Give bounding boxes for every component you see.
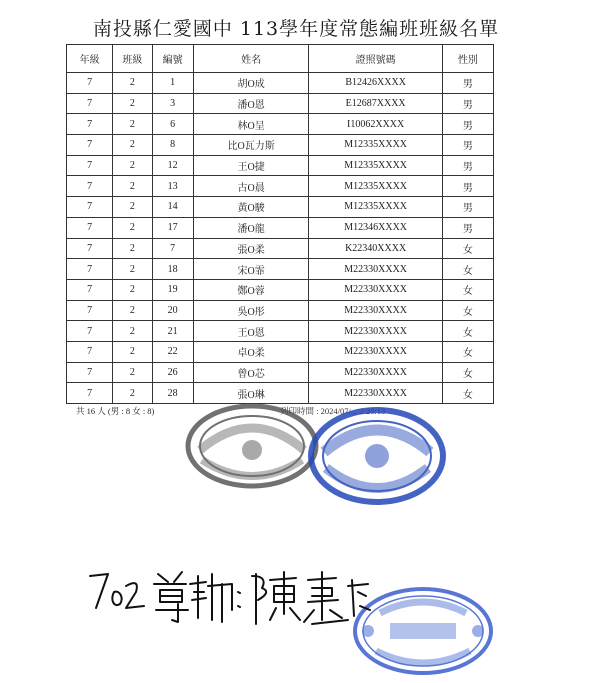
col-grade-header: 年級	[67, 45, 113, 73]
name-cell: 古O晨	[193, 176, 309, 197]
id-number-cell: M12346XXXX	[309, 217, 442, 238]
id-number-cell: M22330XXXX	[309, 259, 442, 280]
id-number-cell: M22330XXXX	[309, 383, 442, 404]
name-cell: 胡O成	[193, 73, 309, 94]
class-cell: 2	[113, 114, 152, 135]
class-cell: 2	[113, 341, 152, 362]
grade-cell: 7	[67, 197, 113, 218]
number-cell: 14	[152, 197, 193, 218]
grade-cell: 7	[67, 300, 113, 321]
id-number-cell: M22330XXXX	[309, 300, 442, 321]
grade-cell: 7	[67, 383, 113, 404]
number-cell: 20	[152, 300, 193, 321]
document-title: 南投縣仁愛國中 113學年度常態編班班級名單	[92, 18, 500, 40]
grade-cell: 7	[67, 362, 113, 383]
number-cell: 26	[152, 362, 193, 383]
id-number-cell: E12687XXXX	[309, 93, 442, 114]
class-roster-table	[66, 44, 494, 404]
gender-cell: 女	[442, 300, 493, 321]
table-row	[67, 114, 494, 135]
grade-cell: 7	[67, 321, 113, 342]
table-row	[67, 341, 494, 362]
gender-cell: 男	[442, 73, 493, 94]
number-cell: 13	[152, 176, 193, 197]
col-name-header: 姓名	[193, 45, 309, 73]
grade-cell: 7	[67, 176, 113, 197]
class-cell: 2	[113, 73, 152, 94]
id-number-cell: M12335XXXX	[309, 135, 442, 156]
table-row	[67, 238, 494, 259]
grade-cell: 7	[67, 135, 113, 156]
number-cell: 1	[152, 73, 193, 94]
grade-cell: 7	[67, 238, 113, 259]
table-header	[67, 45, 494, 73]
name-cell: 比O瓦力斯	[193, 135, 309, 156]
col-number-header: 編號	[152, 45, 193, 73]
gender-cell: 女	[442, 321, 493, 342]
gender-cell: 女	[442, 259, 493, 280]
id-number-cell: K22340XXXX	[309, 238, 442, 259]
gender-cell: 男	[442, 114, 493, 135]
gender-cell: 女	[442, 341, 493, 362]
number-cell: 8	[152, 135, 193, 156]
grade-cell: 7	[67, 155, 113, 176]
id-number-cell: M22330XXXX	[309, 321, 442, 342]
class-cell: 2	[113, 155, 152, 176]
name-cell: 潘O龍	[193, 217, 309, 238]
grade-cell: 7	[67, 114, 113, 135]
id-number-cell: M12335XXXX	[309, 155, 442, 176]
gender-cell: 男	[442, 197, 493, 218]
col-id-header: 證照號碼	[309, 45, 442, 73]
name-cell: 曾O芯	[193, 362, 309, 383]
print-timestamp: 列印時間 : 2024/07/... 2:20:13	[280, 406, 386, 416]
grade-cell: 7	[67, 341, 113, 362]
name-cell: 宋O霏	[193, 259, 309, 280]
number-cell: 21	[152, 321, 193, 342]
name-cell: 鄭O蓉	[193, 279, 309, 300]
table-body	[67, 73, 494, 404]
gender-cell: 男	[442, 176, 493, 197]
name-cell: 王O恩	[193, 321, 309, 342]
name-cell: 吳O彤	[193, 300, 309, 321]
table-row	[67, 279, 494, 300]
class-cell: 2	[113, 279, 152, 300]
class-cell: 2	[113, 300, 152, 321]
name-cell: 張O柔	[193, 238, 309, 259]
grade-cell: 7	[67, 279, 113, 300]
id-number-cell: I10062XXXX	[309, 114, 442, 135]
class-cell: 2	[113, 383, 152, 404]
gender-cell: 女	[442, 362, 493, 383]
class-cell: 2	[113, 93, 152, 114]
student-count-summary: 共 16 人 (男 : 8 女 : 8)	[76, 406, 155, 416]
id-number-cell: M12335XXXX	[309, 176, 442, 197]
name-cell: 卓O柔	[193, 341, 309, 362]
gender-cell: 男	[442, 135, 493, 156]
committee-stamp-blue	[306, 404, 448, 508]
grade-cell: 7	[67, 73, 113, 94]
name-cell: 黃O駿	[193, 197, 309, 218]
class-cell: 2	[113, 321, 152, 342]
name-cell: 王O捷	[193, 155, 309, 176]
number-cell: 7	[152, 238, 193, 259]
class-cell: 2	[113, 238, 152, 259]
teacher-handwritten-signature	[86, 562, 371, 628]
class-cell: 2	[113, 259, 152, 280]
gender-cell: 女	[442, 238, 493, 259]
table-row	[67, 135, 494, 156]
id-number-cell: M12335XXXX	[309, 197, 442, 218]
gender-cell: 男	[442, 155, 493, 176]
committee-stamp-gray	[182, 400, 322, 492]
gender-cell: 男	[442, 93, 493, 114]
id-number-cell: M22330XXXX	[309, 341, 442, 362]
class-cell: 2	[113, 135, 152, 156]
col-gender-header: 性別	[442, 45, 493, 73]
gender-cell: 女	[442, 279, 493, 300]
number-cell: 28	[152, 383, 193, 404]
gender-cell: 女	[442, 383, 493, 404]
class-cell: 2	[113, 197, 152, 218]
table-row	[67, 259, 494, 280]
number-cell: 17	[152, 217, 193, 238]
number-cell: 12	[152, 155, 193, 176]
id-number-cell: B12426XXXX	[309, 73, 442, 94]
class-cell: 2	[113, 176, 152, 197]
grade-cell: 7	[67, 93, 113, 114]
table-row	[67, 217, 494, 238]
academic-affairs-stamp	[350, 585, 496, 677]
class-cell: 2	[113, 362, 152, 383]
table-row	[67, 155, 494, 176]
number-cell: 6	[152, 114, 193, 135]
number-cell: 19	[152, 279, 193, 300]
id-number-cell: M22330XXXX	[309, 279, 442, 300]
table-row	[67, 321, 494, 342]
col-class-header: 班級	[113, 45, 152, 73]
gender-cell: 男	[442, 217, 493, 238]
name-cell: 林O呈	[193, 114, 309, 135]
table-row	[67, 176, 494, 197]
name-cell: 潘O恩	[193, 93, 309, 114]
table-row	[67, 197, 494, 218]
grade-cell: 7	[67, 259, 113, 280]
number-cell: 22	[152, 341, 193, 362]
class-cell: 2	[113, 217, 152, 238]
name-cell: 張O琳	[193, 383, 309, 404]
grade-cell: 7	[67, 217, 113, 238]
number-cell: 18	[152, 259, 193, 280]
table-row	[67, 300, 494, 321]
id-number-cell: M22330XXXX	[309, 362, 442, 383]
table-row	[67, 73, 494, 94]
table-row	[67, 362, 494, 383]
table-row	[67, 93, 494, 114]
number-cell: 3	[152, 93, 193, 114]
